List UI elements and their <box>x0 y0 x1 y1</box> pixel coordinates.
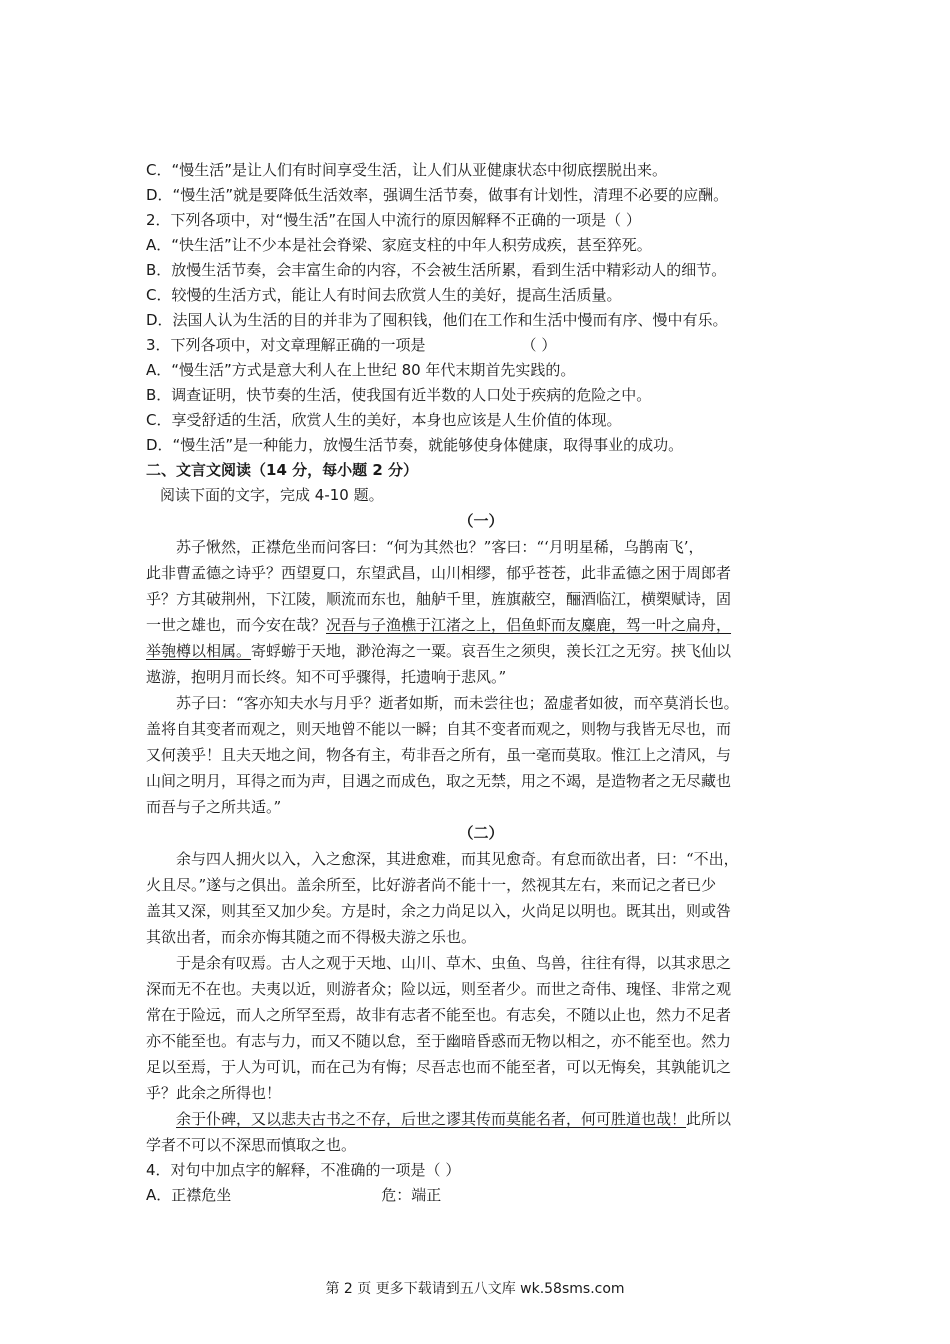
option-a-q4 <box>146 1183 816 1208</box>
option-d-q1: D．“慢生活”就是要降低生活效率，强调生活节奏，做事有计划性，清理不必要的应酬。 <box>146 186 729 204</box>
option-d-q2: D．法国人认为生活的目的并非为了囤积钱，他们在工作和生活中慢而有序、慢中有乐。 <box>146 311 728 329</box>
passage-line: 火且尽。”遂与之俱出。盖余所至，比好游者尚不能十一，然视其左右，来而记之者已少 <box>146 876 717 894</box>
passage-line: 遨游，抱明月而长终。知不可乎骤得，托遗响于悲风。” <box>146 668 507 686</box>
passage-line: 盖其又深，则其至又加少矣。方是时，余之力尚足以入，火尚足以明也。既其出，则或咎 <box>146 902 732 920</box>
passage-line: 其欲出者，而余亦悔其随之而不得极夫游之乐也。 <box>146 928 477 946</box>
passage-line: 山间之明月，耳得之而为声，目遇之而成色，取之无禁，用之不竭，是造物者之无尽藏也 <box>146 772 732 790</box>
passage-line: 而吾与子之所共适。” <box>146 798 282 816</box>
passage-line <box>146 1106 816 1132</box>
underlined-sentence: 余于仆碑，又以悲夫古书之不存，后世之谬其传而莫能名者，何可胜道也哉！ <box>176 1110 687 1128</box>
passage-line: 乎？方其破荆州，下江陵，顺流而东也，舳舻千里，旌旗蔽空，酾酒临江，横槊赋诗，固 <box>146 590 732 608</box>
passage-line: 苏子愀然，正襟危坐而问客曰：“何为其然也？”客曰：“‘月明星稀，乌鹊南飞’， <box>176 538 704 556</box>
option-a-q2: A．“快生活”让不少本是社会脊梁、家庭支柱的中年人积劳成疾，甚至猝死。 <box>146 236 652 254</box>
passage-line: 亦不能至也。有志与力，而又不随以怠，至于幽暗昏惑而无物以相之，亦不能至也。然力 <box>146 1032 732 1050</box>
option-b-q2: B．放慢生活节奏，会丰富生命的内容，不会被生活所累，看到生活中精彩动人的细节。 <box>146 261 727 279</box>
option-d-q3: D．“慢生活”是一种能力，放慢生活节奏，就能够使身体健康，取得事业的成功。 <box>146 436 684 454</box>
option-a-q3: A．“慢生活”方式是意大利人在上世纪 80 年代末期首先实践的。 <box>146 361 576 379</box>
question-2: 2．下列各项中，对“慢生活”在国人中流行的原因解释不正确的一项是（ ） <box>146 211 641 229</box>
question-3-text: 3．下列各项中，对文章理解正确的一项是 <box>146 336 426 354</box>
passage-line: 深而无不在也。夫夷以近，则游者众；险以远，则至者少。而世之奇伟、瑰怪、非常之观 <box>146 980 732 998</box>
underlined-sentence: 况吾与子渔樵于江渚之上，侣鱼虾而友麋鹿，驾一叶之扁舟， <box>326 616 732 634</box>
part-one-title: （一） <box>458 512 504 530</box>
underlined-sentence: 举匏樽以相属。 <box>146 642 252 660</box>
passage-segment: 寄蜉蝣于天地，渺沧海之一粟。哀吾生之须臾，羡长江之无穷。挟飞仙以 <box>251 642 732 660</box>
passage-line: 盖将自其变者而观之，则天地曾不能以一瞬；自其不变者而观之，则物与我皆无尽也，而 <box>146 720 732 738</box>
passage-line <box>146 638 816 664</box>
option-a-definition: 危：端正 <box>381 1186 442 1204</box>
passage-line: 此非曹孟德之诗乎？西望夏口，东望武昌，山川相缪，郁乎苍苍，此非孟德之困于周郎者 <box>146 564 732 582</box>
passage-line: 又何羡乎！且夫天地之间，物各有主，苟非吾之所有，虽一毫而莫取。惟江上之清风，与 <box>146 746 732 764</box>
option-c-q2: C．较慢的生活方式，能让人有时间去欣赏人生的美好，提高生活质量。 <box>146 286 622 304</box>
section-heading: 二、文言文阅读（14 分，每小题 2 分） <box>146 461 418 479</box>
option-c-q3: C．享受舒适的生活，欣赏人生的美好，本身也应该是人生价值的体现。 <box>146 411 622 429</box>
passage-line: 乎？此余之所得也！ <box>146 1084 282 1102</box>
page-content <box>146 158 816 1208</box>
question-3 <box>146 333 816 358</box>
question-3-paren: （ ） <box>521 336 557 354</box>
question-4: 4．对句中加点字的解释，不准确的一项是（ ） <box>146 1161 461 1179</box>
passage-line: 学者不可以不深思而慎取之也。 <box>146 1136 357 1154</box>
part-two-title: （二） <box>458 824 504 842</box>
passage-line: 余与四人拥火以入，入之愈深，其进愈难，而其见愈奇。有怠而欲出者，曰：“不出， <box>176 850 739 868</box>
passage-segment: 此所以 <box>686 1110 732 1128</box>
passage-line: 足以至焉，于人为可讥，而在己为有悔；尽吾志也而不能至者，可以无悔矣，其孰能讥之 <box>146 1058 732 1076</box>
passage-line: 苏子曰：“客亦知夫水与月乎？逝者如斯，而未尝往也；盈虚者如彼，而卒莫消长也。 <box>176 694 739 712</box>
instruction: 阅读下面的文字，完成 4-10 题。 <box>160 486 384 504</box>
passage-line <box>146 612 816 638</box>
option-c-q1: C．“慢生活”是让人们有时间享受生活，让人们从亚健康状态中彻底摆脱出来。 <box>146 161 668 179</box>
page-footer: 第 2 页 更多下载请到五八文库 wk.58sms.com <box>325 1281 625 1297</box>
option-b-q3: B．调查证明，快节奏的生活，使我国有近半数的人口处于疾病的危险之中。 <box>146 386 652 404</box>
passage-line: 于是余有叹焉。古人之观于天地、山川、草木、虫鱼、鸟兽，往往有得，以其求思之 <box>176 954 732 972</box>
passage-segment: 一世之雄也，而今安在哉？ <box>146 616 327 634</box>
passage-line: 常在于险远，而人之所罕至焉，故非有志者不能至也。有志矣，不随以止也，然力不足者 <box>146 1006 732 1024</box>
option-a-term: A．正襟危坐 <box>146 1186 232 1204</box>
